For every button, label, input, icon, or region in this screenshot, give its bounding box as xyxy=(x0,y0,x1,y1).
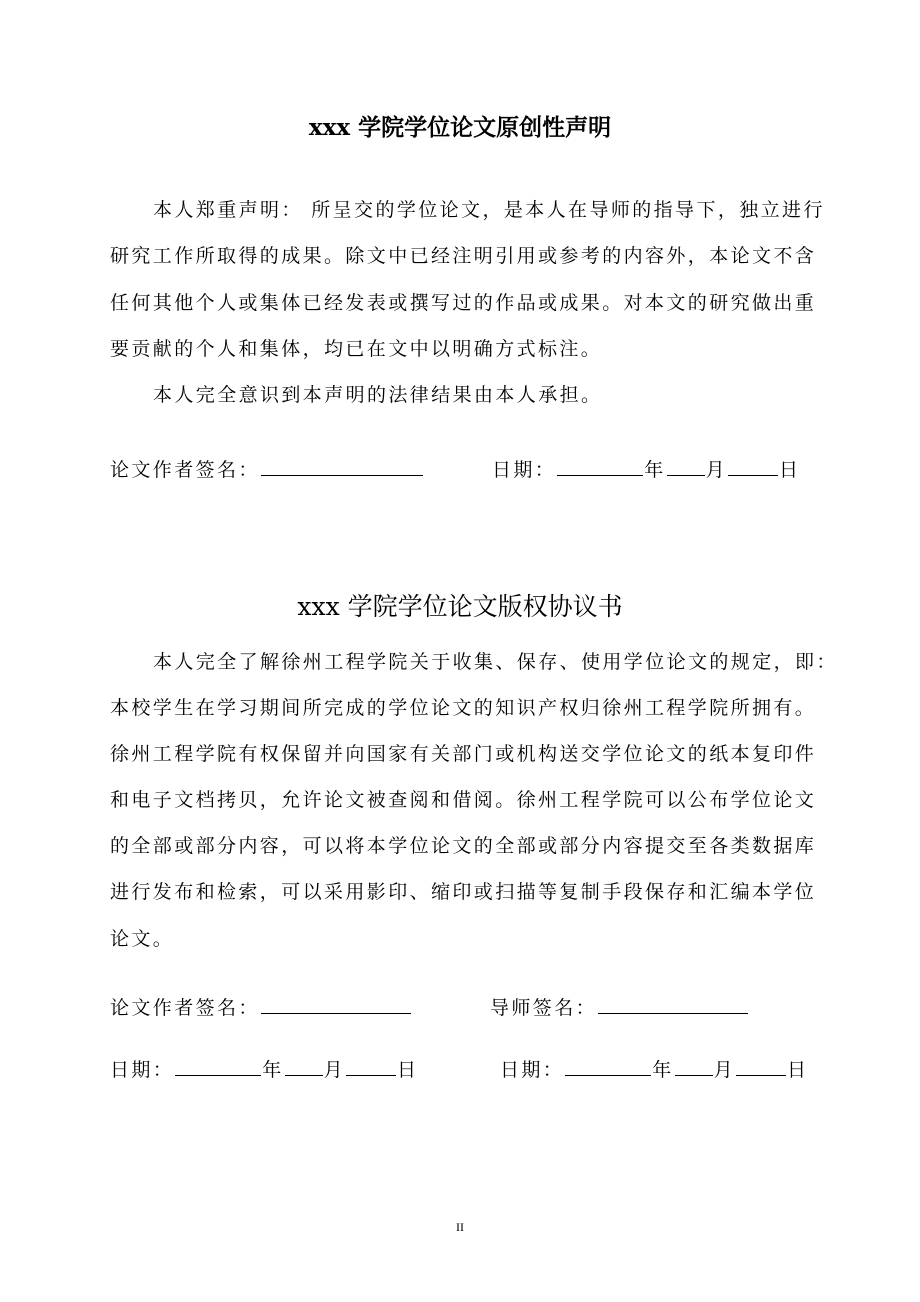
copyright-line-2: 本校学生在学习期间所完成的学位论文的知识产权归徐州工程学院所拥有。 xyxy=(110,697,817,719)
copyright-author-date xyxy=(110,1053,418,1084)
day-blank[interactable] xyxy=(346,1053,396,1076)
author-signature-label: 论文作者签名： xyxy=(110,997,260,1019)
declaration-author-signature xyxy=(110,453,424,484)
year-label: 年 xyxy=(262,1059,284,1081)
author-signature-label: 论文作者签名： xyxy=(110,459,260,481)
declaration-line-4: 要贡献的个人和集体，均已在文中以明确方式标注。 xyxy=(110,338,603,360)
author-signature-blank[interactable] xyxy=(261,991,411,1014)
date-label: 日期： xyxy=(492,459,557,481)
date-label: 日期： xyxy=(500,1059,565,1081)
declaration-date xyxy=(492,453,800,484)
copyright-advisor-signature xyxy=(490,991,749,1022)
year-blank[interactable] xyxy=(565,1053,651,1076)
month-label: 月 xyxy=(323,1059,346,1081)
page-number: II xyxy=(456,1220,464,1234)
declaration-statement: 本人完全意识到本声明的法律结果由本人承担。 xyxy=(153,384,603,406)
month-blank[interactable] xyxy=(667,453,705,476)
date-label: 日期： xyxy=(110,1059,175,1081)
year-label: 年 xyxy=(644,459,666,481)
day-label: 日 xyxy=(397,1059,419,1081)
copyright-advisor-date xyxy=(500,1053,808,1084)
day-label: 日 xyxy=(779,459,801,481)
declaration-line-1: 本人郑重声明： 所呈交的学位论文，是本人在导师的指导下，独立进行 xyxy=(153,199,825,221)
day-label: 日 xyxy=(787,1059,809,1081)
advisor-signature-label: 导师签名： xyxy=(490,997,598,1019)
declaration-line-2: 研究工作所取得的成果。除文中已经注明引用或参考的内容外，本论文不含 xyxy=(110,245,817,267)
copyright-line-4: 和电子文档拷贝，允许论文被查阅和借阅。徐州工程学院可以公布学位论文 xyxy=(110,789,817,811)
declaration-line-3: 任何其他个人或集体已经发表或撰写过的作品或成果。对本文的研究做出重 xyxy=(110,292,817,314)
author-signature-blank[interactable] xyxy=(261,453,423,476)
year-blank[interactable] xyxy=(175,1053,261,1076)
day-blank[interactable] xyxy=(736,1053,786,1076)
advisor-signature-blank[interactable] xyxy=(598,991,748,1014)
copyright-line-3: 徐州工程学院有权保留并向国家有关部门或机构送交学位论文的纸本复印件 xyxy=(110,743,817,765)
month-blank[interactable] xyxy=(285,1053,323,1076)
year-blank[interactable] xyxy=(557,453,643,476)
copyright-title: xxx 学院学位论文版权协议书 xyxy=(297,592,623,621)
month-label: 月 xyxy=(705,459,728,481)
month-label: 月 xyxy=(713,1059,736,1081)
copyright-line-1: 本人完全了解徐州工程学院关于收集、保存、使用学位论文的规定，即： xyxy=(153,651,838,673)
copyright-line-6: 进行发布和检索，可以采用影印、缩印或扫描等复制手段保存和汇编本学位 xyxy=(110,881,817,903)
copyright-line-5: 的全部或部分内容，可以将本学位论文的全部或部分内容提交至各类数据库 xyxy=(110,835,817,857)
month-blank[interactable] xyxy=(675,1053,713,1076)
copyright-author-signature xyxy=(110,991,412,1022)
day-blank[interactable] xyxy=(728,453,778,476)
declaration-title: xxx 学院学位论文原创性声明 xyxy=(308,114,612,141)
copyright-line-7: 论文。 xyxy=(110,928,175,950)
year-label: 年 xyxy=(652,1059,674,1081)
